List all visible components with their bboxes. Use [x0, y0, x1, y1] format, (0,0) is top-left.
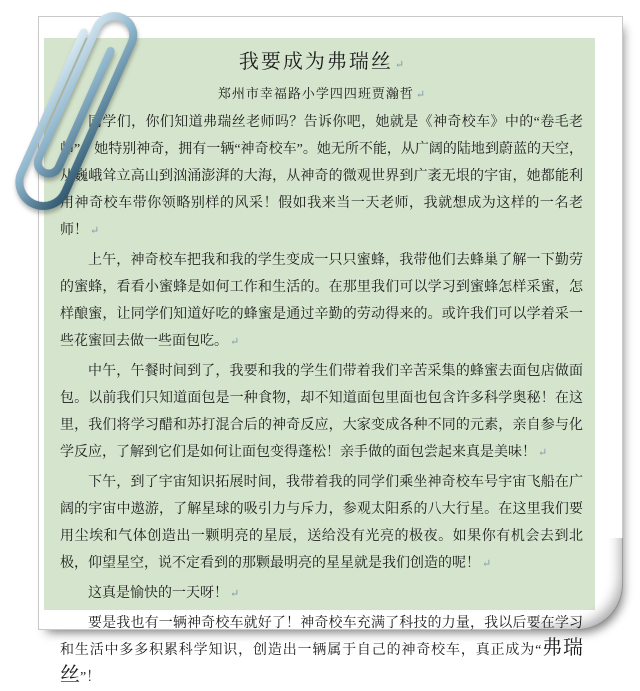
essay-paragraph [60, 469, 583, 578]
essay-paragraph [60, 358, 583, 467]
paragraph-mark: ↵ [482, 558, 492, 570]
essay-paragraph [60, 247, 583, 356]
paragraph-text: 上午，神奇校车把我和我的学生变成一只只蜜蜂，我带他们去蜂巢了解一下勤劳的蜜蜂，看看小蜜蜂是如何工作和生活的。在那里我们可以学习到蜜蜂怎样采蜜，怎样酿蜜，让同学们知道好吃的蜂蜜是通过辛勤的劳动得来的。或许我们可以学着采一些花蜜回去做一些面包吃。 [60, 253, 583, 349]
paragraph-mark: ↵ [230, 336, 240, 348]
essay-byline-text: 郑州市幸福路小学四四班贾瀚哲 [217, 86, 414, 101]
paragraph-text: 中午，午餐时间到了，我要和我的学生们带着我们辛苦采集的蜂蜜去面包店做面包。以前我们只知道面包是一种食物，却不知道面包里面也包含许多科学奥秘！在这里，我们将学习醋和苏打混合后的神奇反应，大家变成各种不同的元素，亲自参与化学反应，了解到它们是如何让面包变得蓬松！亲手做的面包尝起来真是美味！ [60, 364, 583, 460]
paragraph-mark: ↵ [394, 59, 405, 71]
paragraph-text: 要是我也有一辆神奇校车就好了！神奇校车充满了科技的力量，我以后要在学习和生活中多多积累科学知识，创造出一辆属于自己的神奇校车，真正成为“ [60, 616, 583, 658]
essay-paragraph [60, 109, 583, 245]
essay-title-text: 我要成为弗瑞丝 [238, 51, 393, 73]
paragraph-mark: ↵ [538, 447, 548, 459]
paragraph-text: 下午，到了宇宙知识拓展时间，我带着我的同学们乘坐神奇校车号宇宙飞船在广阔的宇宙中遨游，了解星球的吸引力与斥力，参观太阳系的八大行星。在这里我们要用尘埃和气体创造出一颗明亮的星辰，送给没有光亮的极夜。如果你有机会去到北极，仰望星空，说不定看到的那颗最明亮的星星就是我们创造的呢！ [60, 475, 583, 571]
paragraph-text: 同学们，你们知道弗瑞丝老师吗？告诉你吧，她就是《神奇校车》中的“卷毛老师”。她特别神奇，拥有一辆“神奇校车”。她无所不能，从广阔的陆地到蔚蓝的天空，从巍峨耸立高山到汹涌澎湃的大海，从神奇的微观世界到广袤无垠的宇宙，她都能利用神奇校车带你领略别样的风采！假如我来当一天老师，我就想成为这样的一名老师！ [60, 115, 583, 238]
essay-paragraph [60, 610, 583, 691]
essay-paragraph [60, 580, 583, 608]
paragraph-mark: ↵ [415, 89, 426, 101]
paragraph-text: ”！ [80, 670, 101, 685]
paragraph-mark: ↵ [90, 225, 100, 237]
essay-body [60, 109, 583, 691]
paragraph-text: 这真是愉快的一天呀！ [88, 586, 228, 601]
paragraph-mark: ↵ [230, 588, 240, 600]
emphasized-text: 弗瑞丝 [60, 637, 584, 686]
